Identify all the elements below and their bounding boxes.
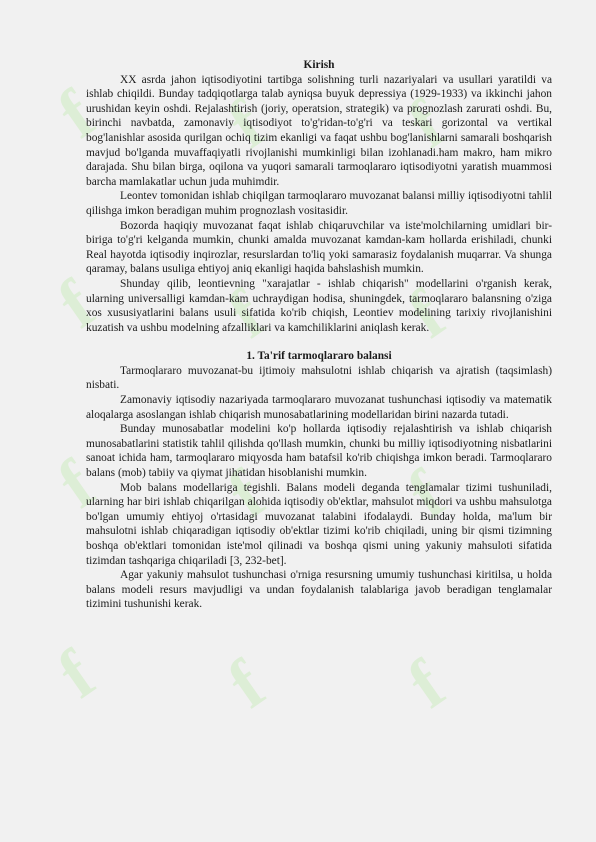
intro-paragraph: Shunday qilib, leontievning "xarajatlar - ishlab chiqarish" modellarini o'rganish kerak, ularning universalligi kamdan-kam uchraydigan hodisa, shuningdek, tarmoqlararo balansning o'ziga xos xususiyatlarini balans usuli sifatida ko'rib chiqish, Leontiev modelining tarixiy rivojlanishini kuzatish va ushbu modelning afzalliklari va kamchiliklarini aniqlash kerak.	[86, 277, 552, 334]
svg-text:f: f	[45, 636, 109, 714]
svg-text:f: f	[215, 456, 279, 534]
svg-text:f: f	[215, 276, 279, 354]
section-paragraph: Zamonaviy iqtisodiy nazariyada tarmoqlararo muvozanat tushunchasi iqtisodiy va matematik aloqalarga asoslangan ishlab chiqarish munosabatlarining modellaridan birini nazarda tutadi.	[86, 394, 552, 421]
intro-paragraph: Leontev tomonidan ishlab chiqilgan tarmoqlararo muvozanat balansi milliy iqtisodiyotni tahlil qilishga imkon beradigan muhim prognozlash vositasidir.	[86, 190, 552, 217]
svg-text:f: f	[395, 456, 459, 534]
section-paragraph: Mob balans modellariga tegishli. Balans modeli deganda tenglamalar tizimi tushuniladi, ularning har biri ishlab chiqarilgan alohida iqtisodiy ob'ektlar, mahsulot miqdori va ushbu mahsulotga bo'lgan umumiy ehtiyoj o'rtasidagi muvozanat talabini ifodalaydi. Bunday holda, ma'lum bir mahsulotni ishlab chiqaradigan iqtisodiy ob'ektlar tizimi ko'rib chiqiladi, uning bir qismi tizimning boshqa ob'ektlari tomonidan iste'mol qilinadi va boshqa qismi uning yakuniy mahsuloti sifatida tizimdan tashqariga chiqariladi [3, 232-bet].	[86, 481, 552, 567]
section-paragraph: Tarmoqlararo muvozanat-bu ijtimoiy mahsulotni ishlab chiqarish va ajratish (taqsimlash) nisbati.	[86, 364, 552, 392]
section-paragraph: Bunday munosabatlar modelini ko'p hollarda iqtisodiy rejalashtirish va ishlab chiqarish munosabatlarini statistik tahlil qilishda qo'llash mumkin, chunki bu milliy iqtisodiyotning nisbatlarini sanoat ichida ham, tarmoqlararo miqyosda ham batafsil ko'rib chiqishga imkon beradi. Tarmoqlararo balans (mob) tabiiy va qiymat jihatidan hisoblanishi mumkin.	[86, 423, 552, 480]
section-paragraph: Agar yakuniy mahsulot tushunchasi o'rniga resursning umumiy tushunchasi kiritilsa, u holda balans modeli resurs mavjudligi va undan foydalanish talablariga javob beradigan tenglamalar tizimini tushunishi kerak.	[86, 569, 552, 611]
svg-text:f: f	[215, 86, 279, 164]
section-heading: 1. Ta'rif tarmoqlararo balansi	[246, 350, 392, 363]
document-body	[86, 58, 552, 612]
svg-text:f: f	[395, 646, 459, 724]
svg-text:f: f	[45, 446, 109, 524]
svg-text:f: f	[45, 266, 109, 344]
svg-text:f: f	[45, 76, 109, 154]
page-title: Kirish	[303, 59, 335, 71]
svg-text:f: f	[215, 646, 279, 724]
intro-paragraph: XX asrda jahon iqtisodiyotini tartibga solishning turli nazariyalari va usullari yaratildi va ishlab chiqildi. Bunday tadqiqotlarga talab ayniqsa buyuk depressiya (1929-1933) va ikkinchi jahon urushidan keyin oshdi. Rejalashtirish (joriy, operatsion, strategik) va prognozlash zarurati oshdi. Bu, birinchi navbatda, zamonaviy iqtisodiyot to'g'ridan-to'g'ri va teskari gorizontal va vertikal bog'lanishlar asosida qurilgan ochiq tizim ekanligi va faqat ushbu bog'lanishlarni samarali boshqarish mavjud bo'lganda muvaffaqiyatli rivojlanishi mumkinligi bilan izohlanadi.ham makro, ham mikro darajada. Shu bilan birga, oqilona va yuqori samarali tarmoqlararo iqtisodiyotni yaratish muammosi barcha mamlakatlar uchun juda muhimdir.	[86, 73, 552, 188]
svg-text:f: f	[395, 276, 459, 354]
intro-paragraph: Bozorda haqiqiy muvozanat faqat ishlab chiqaruvchilar va iste'molchilarning umidlari bir-biriga to'g'ri kelganda mumkin, chunki amalda muvozanat kamdan-kam hollarda erishiladi, chunki Real hayotda iqtisodiy inqirozlar, resurslardan to'liq yoki samarasiz foydalanish muqarrar. Va shunga qaramay, balans usuliga ehtiyoj aniq ekanligi haqida bahslashish mumkin.	[86, 219, 552, 276]
svg-text:f: f	[395, 86, 459, 164]
